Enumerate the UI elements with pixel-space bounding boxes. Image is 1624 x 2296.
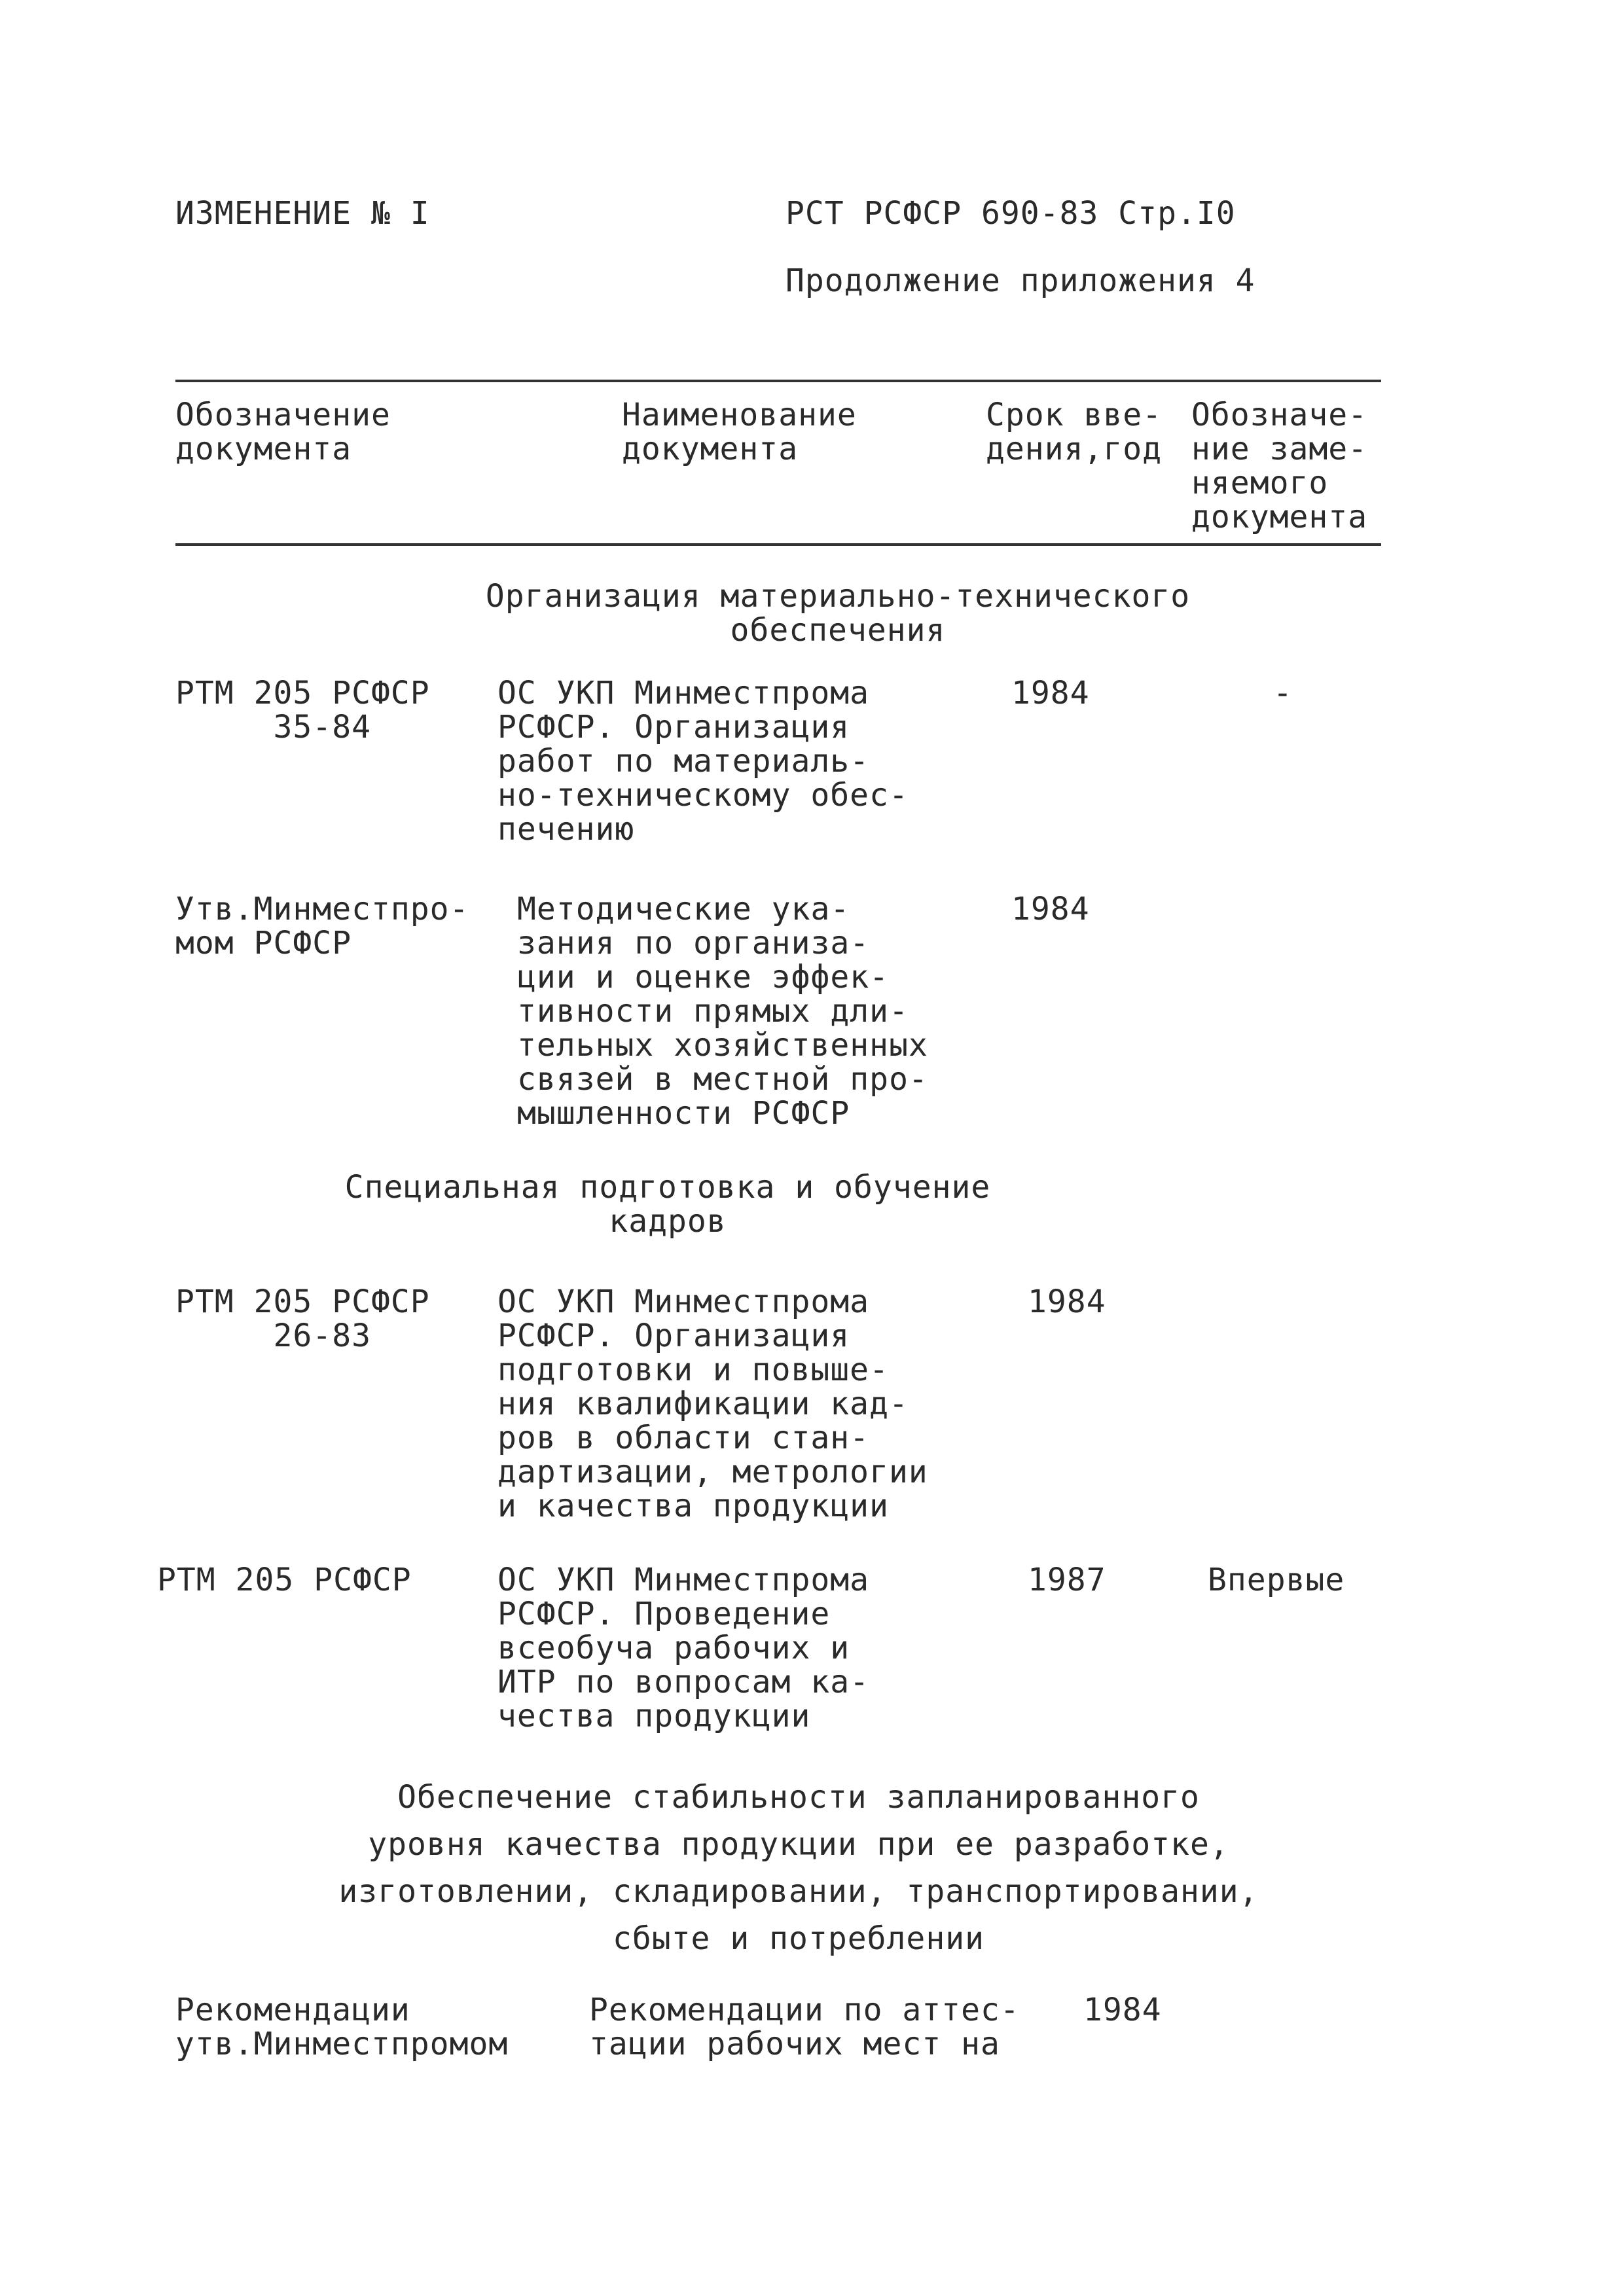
change-number: ИЗМЕНЕНИЕ № I [175,195,430,232]
row-year: 1984 [1028,1283,1106,1320]
row-name: ОС УКП Минместпрома РСФСР. Организация работ по материаль- но-техническому обес- печению [497,675,909,848]
row-replaced: - [1273,675,1293,711]
section-title: Обеспечение стабильности запланированного уровня качества продукции при ее разработке, изготовлении, складировании, транспортировании, сбыте и потреблении [338,1779,1259,1957]
table-header-rule [175,543,1381,546]
column-header-name: Наименование документа [622,397,857,467]
column-header-replaced: Обозначе- ние заме- няемого документа [1191,397,1368,535]
table-top-rule [175,380,1381,382]
row-name: Методические ука- зания по организа- ции и оценке эффек- тивности прямых дли- тельных хозяйственных связей в местной про- мышленности РСФСР [517,891,928,1132]
row-name: ОС УКП Минместпрома РСФСР. Проведение всеобуча рабочих и ИТР по вопросам ка- чества продукции [497,1562,870,1734]
section-title: Организация материально-технического обеспечения [485,578,1191,649]
column-header-year: Срок вве- дения,год [986,397,1163,467]
row-year: 1984 [1011,675,1090,711]
row-name: ОС УКП Минместпрома РСФСР. Организация подготовки и повыше- ния квалификации кад- ров в области стан- дартизации, метрологии и качества продукции [497,1283,928,1524]
standard-page-ref: РСТ РСФСР 690-83 Стр.I0 [785,195,1236,232]
row-replaced: Впервые [1208,1562,1345,1598]
column-header-designation: Обозначение документа [175,397,391,467]
section-title: Специальная подготовка и обучение кадров [344,1169,991,1240]
continuation-note: Продолжение приложения 4 [785,262,1255,299]
row-designation: Рекомендации утв.Минместпромом [175,1992,509,2062]
row-designation: Утв.Минместпро- мом РСФСР [175,891,469,961]
row-year: 1984 [1011,891,1090,927]
row-year: 1987 [1028,1562,1106,1598]
row-designation: РТМ 205 РСФСР 26-83 [175,1283,430,1354]
row-year: 1984 [1083,1992,1162,2028]
row-designation: РТМ 205 РСФСР 35-84 [175,675,430,745]
row-designation: РТМ 205 РСФСР [157,1562,412,1598]
row-name: Рекомендации по аттес- тации рабочих мест на [589,1992,1020,2062]
